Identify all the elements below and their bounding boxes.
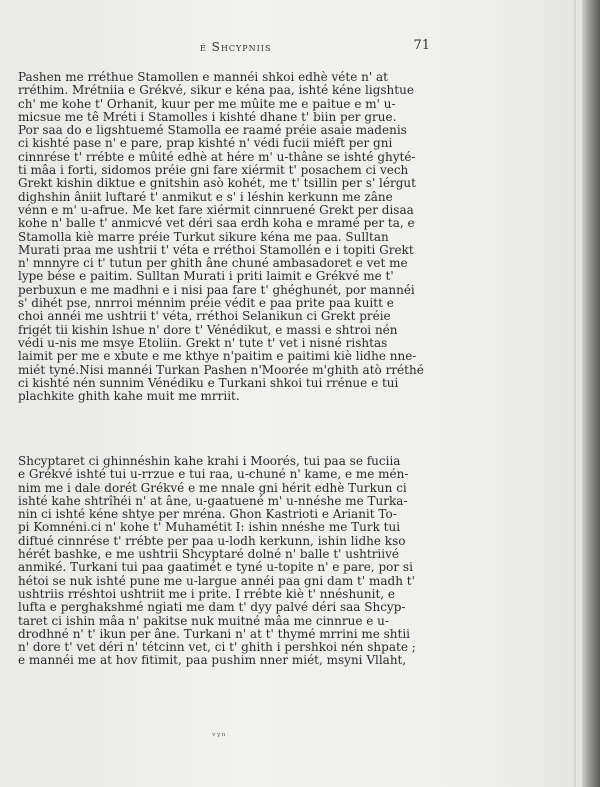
text-line: lype bése e paitim. Sulltan Murati i priti laimit e Grékvé me t' bbox=[18, 270, 394, 284]
text-line: n' mnnyre ci t' tutun per ghith âne chuné ambasadoret e vet me bbox=[18, 257, 408, 271]
running-head: é Shcypniis bbox=[200, 40, 272, 54]
text-line: plachkite ghith kahe muit me mrriit. bbox=[18, 390, 240, 404]
text-line: ushtriis rréshtoi ushtriit me i prite. I rrébte kiè t' nnéshunit, e bbox=[18, 587, 396, 601]
text-line: ci kishté nén sunnim Vénédiku e Turkani shkoi tui rrénue e tui bbox=[18, 376, 399, 390]
text-line: hétoi se nuk ishté pune me u-largue annéi paa gni dam t' madh t' bbox=[18, 574, 415, 588]
text-line: anmiké. Turkani tui paa gaatimét e tyné u-topite n' e pare, por si bbox=[18, 561, 413, 575]
text-line: ci kishté pase n' e pare, prap kishté n' védi fucii miéft per gni bbox=[18, 137, 393, 151]
text-line: Pashen me rréthue Stamollen e mannéi shkoi edhè véte n' at bbox=[18, 71, 388, 84]
text-line: miét tyné.Nisi mannéi Turkan Pashen n'Moorée m'ghith atò rréthé bbox=[18, 363, 424, 377]
text-line: perbuxun e me madhni e i nisi paa fare t' ghéghunét, por mannéi bbox=[18, 283, 415, 297]
text-line: ishté kahe shtrîhéi n' at âne, u-gaatuené m' u-nnéshe me Turka- bbox=[18, 494, 408, 508]
paragraph-2 bbox=[18, 455, 438, 668]
text-line: s' dihét pse, nnrroi ménnim préie védit e paa prite paa kuitt e bbox=[18, 297, 394, 311]
page-edge-line bbox=[574, 0, 576, 787]
text-line: vénn e m' u-afrue. Me ket fare xiérmit cinnruené Grekt per disaa bbox=[18, 203, 414, 217]
signature-mark: ᵥᵧₙ bbox=[212, 728, 227, 739]
text-line: choi annéi me ushtrii t' véta, rréthoi Selanikun ci Grekt préie bbox=[18, 310, 391, 324]
text-line: kohe n' balle t' anmicvé vet déri saa erdh koha e mramé per ta, e bbox=[18, 217, 415, 231]
text-line: Por saa do e ligshtuemé Stamolla ee raamé préie asaie madenis bbox=[18, 124, 407, 138]
text-line: e mannéi me at hov fitimit, paa pushim nner miét, msyni Vllaht, bbox=[18, 654, 407, 668]
text-line: micsue me tê Mréti i Stamolles i kishté dhane t' biin per grue. bbox=[18, 110, 397, 124]
text-line: rréthim. Mrétniia e Grékvé, sikur e kéna paa, ishté kéne ligshtue bbox=[18, 84, 414, 98]
text-line: Stamolla kiè marre préie Turkut sikure kéna me paa. Sulltan bbox=[18, 230, 389, 244]
text-line: védi u-nis me msye Etoliin. Grekt n' tute t' vet i nisné rishtas bbox=[18, 336, 388, 350]
text-line: diftué cinnrése t' rrébte per paa u-lodh kerkunn, ishin lidhe kso bbox=[18, 534, 406, 548]
text-line: drodhné n' t' ikun per âne. Turkani n' at t' thymé mrrini me shtii bbox=[18, 627, 411, 641]
text-line: n' dore t' vet déri n' tétcinn vet, ci t' ghith i pershkoi nén shpate ; bbox=[18, 641, 416, 655]
text-line: frigét tii kishin lshue n' dore t' Vénédikut, e massi e shtroi nén bbox=[18, 323, 398, 337]
text-line: Grekt kishin diktue e gnitshin asò kohét, me t' tsillin per s' lérgut bbox=[18, 177, 416, 191]
page-edge-shadow bbox=[582, 0, 600, 787]
text-line: laimit per me e xbute e me kthye n'paitim e paitimi kiè lidhe nne- bbox=[18, 350, 417, 364]
text-line: Murati praa me ushtrii t' véta e rréthoi Stamollén e i topiti Grekt bbox=[18, 243, 414, 257]
page-header bbox=[60, 38, 430, 56]
text-line: nim me i dale dorét Grékvé e me nnale gni hérit edhè Turkun ci bbox=[18, 481, 407, 495]
page-number: 71 bbox=[413, 38, 430, 53]
text-line: dighshin âniit luftaré t' anmikut e s' i léshin kerkunn me zâne bbox=[18, 190, 393, 204]
text-line: ch' me kohe t' Orhanit, kuur per me mûite me e paitue e m' u- bbox=[18, 97, 396, 111]
paragraph-1 bbox=[18, 71, 438, 403]
text-line: lufta e perghakshmé ngiati me dam t' dyy palvé déri saa Shcyp- bbox=[18, 601, 406, 615]
text-line: taret ci ishin mâa n' pakitse nuk muitné mâa me cinnrue e u- bbox=[18, 614, 389, 628]
text-line: e Grékvé ishté tui u-rrzue e tui raa, u-chuné n' kame, e me mén- bbox=[18, 468, 409, 482]
text-line: nin ci ishté kéne shtye per mréna. Ghon Kastrioti e Arianit To- bbox=[18, 508, 397, 522]
text-line: ti mâa i forti, sidomos préie gni fare xiérmit t' posachem ci vech bbox=[18, 164, 409, 178]
text-line: Shcyptaret ci ghinnéshin kahe krahi i Moorés, tui paa se fuciia bbox=[18, 455, 401, 468]
text-line: pi Komnéni.ci n' kohe t' Muhamétit I: ishin nnéshe me Turk tui bbox=[18, 521, 401, 535]
text-line: cinnrése t' rrébte e mûité edhè at hére m' u-thâne se ishté ghyté- bbox=[18, 150, 416, 164]
text-line: hérét bashke, e me ushtrii Shcyptaré dolné n' balle t' ushtriivé bbox=[18, 548, 399, 562]
